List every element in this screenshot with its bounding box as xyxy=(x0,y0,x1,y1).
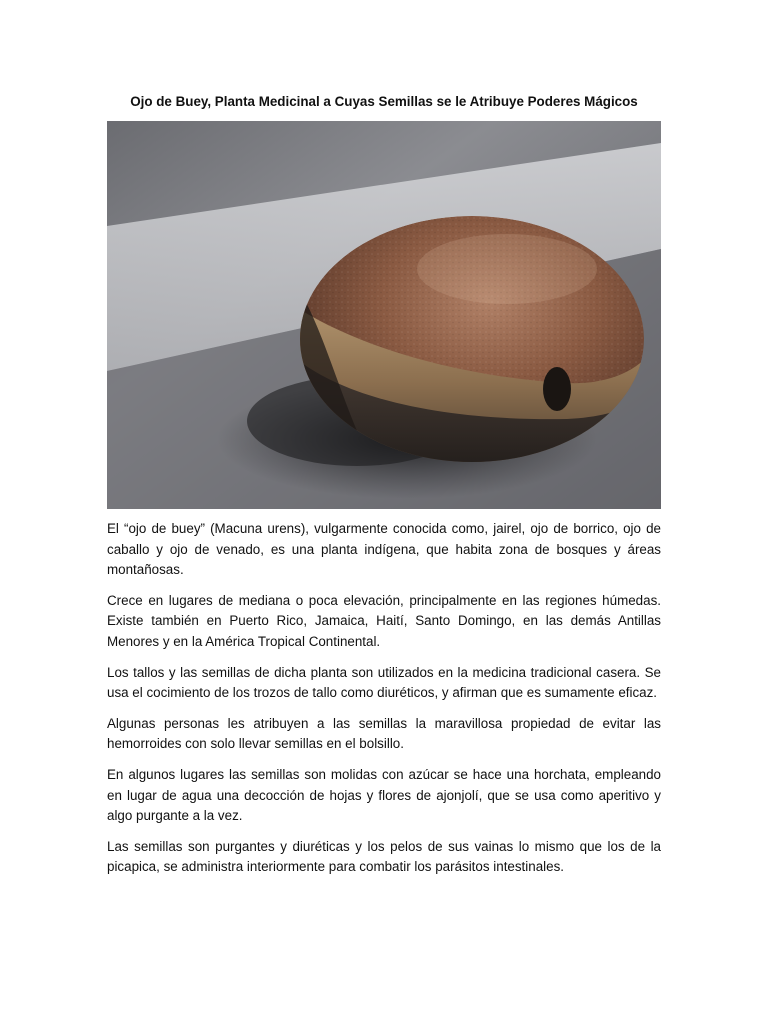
seed-photo-graphic xyxy=(107,121,661,509)
document-body xyxy=(107,519,661,888)
paragraph: Las semillas son purgantes y diuréticas y los pelos de sus vainas lo mismo que los de la picapica, se administra interiormente para combatir los parásitos intestinales. xyxy=(107,838,661,875)
paragraph: El “ojo de buey” (Macuna urens), vulgarmente conocida como, jairel, ojo de borrico, ojo de caballo y ojo de venado, es una planta indígena, que habita zona de bosques y áreas montañosas. xyxy=(107,521,661,578)
seed-photo xyxy=(107,121,661,509)
paragraph: En algunos lugares las semillas son molidas con azúcar se hace una horchata, empleando en lugar de agua una decocción de hojas y flores de ajonjolí, que se usa como aperitivo y algo purgante a la vez. xyxy=(107,766,661,824)
paragraph: Crece en lugares de mediana o poca elevación, principalmente en las regiones húmedas. Existe también en Puerto Rico, Jamaica, Haití, Santo Domingo, en las demás Antillas Menores y en la América Tropical Continental. xyxy=(107,592,661,649)
paragraph: Los tallos y las semillas de dicha planta son utilizados en la medicina tradicional casera. Se usa el cocimiento de los trozos de tallo como diuréticos, y afirman que es sumamente eficaz. xyxy=(107,664,661,701)
paragraph: Algunas personas les atribuyen a las semillas la maravillosa propiedad de evitar las hemorroides con solo llevar semillas en el bolsillo. xyxy=(107,715,661,752)
document-title: Ojo de Buey, Planta Medicinal a Cuyas Semillas se le Atribuye Poderes Mágicos xyxy=(130,94,638,109)
